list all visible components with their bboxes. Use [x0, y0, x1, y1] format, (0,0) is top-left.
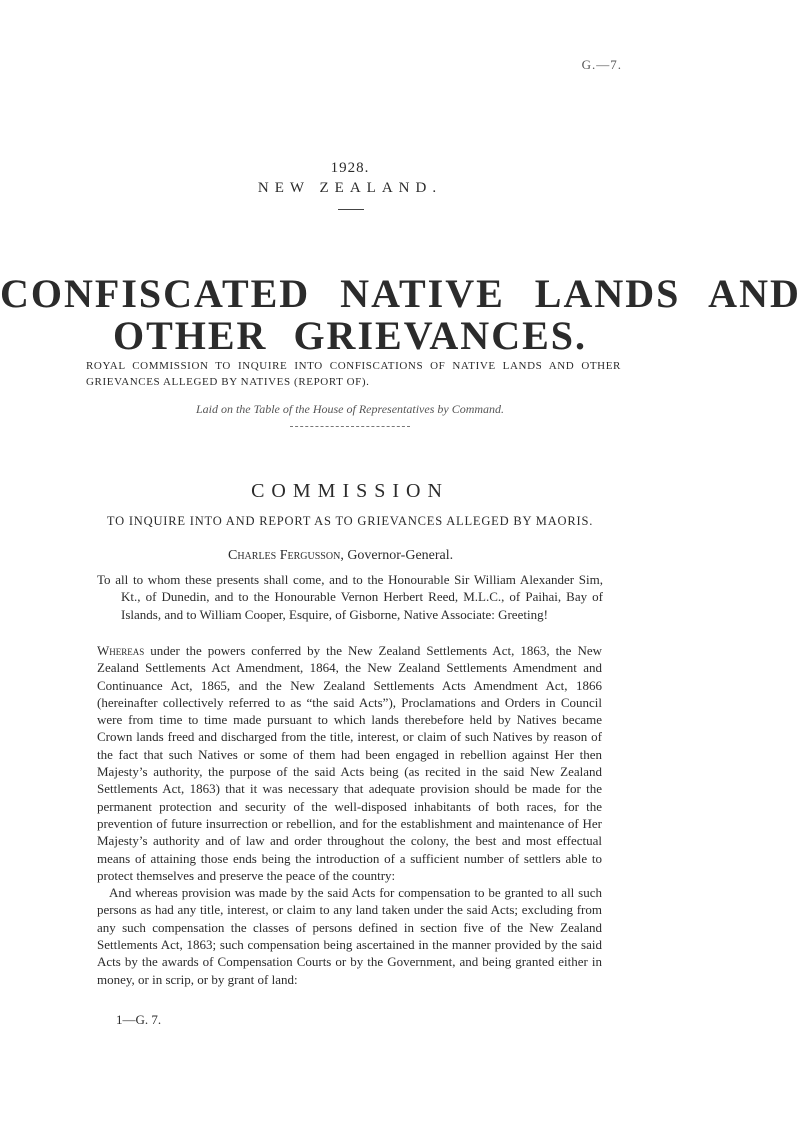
address-text: To all to whom these presents shall come, and to the Honourable Sir William Alexander Sim, Kt., of Dunedin, and to the Honourable Vernon Herbert Reed, M.L.C., of Paihai, Bay of Islands, and to William Cooper, Esquire, of Gisborne, Native Associate: Greeting!: [97, 572, 603, 622]
commission-subheading: TO INQUIRE INTO AND REPORT AS TO GRIEVANCES ALLEGED BY MAORIS.: [106, 514, 594, 528]
main-title-line-2: OTHER GRIEVANCES.: [112, 313, 588, 358]
page-footer: 1—G. 7.: [116, 1012, 162, 1027]
document-year: 1928.: [330, 160, 370, 176]
address-paragraph: [97, 571, 603, 623]
page-reference: G.—7.: [581, 57, 622, 72]
divider-dashed: [290, 426, 410, 428]
commission-heading: COMMISSION: [251, 480, 449, 502]
governor-line: [228, 548, 453, 564]
whereas-paragraph: [97, 642, 602, 884]
divider-short: [338, 209, 364, 210]
and-whereas-paragraph: And whereas provision was made by the said Acts for compensation to be granted to all such persons as had any title, interest, or claim to any land taken under the said Acts; excluding from any such compensation the classes of persons defined in section five of the New Zealand Settlements Act, 1863; such compensation being ascertained in the manner provided by the said Acts by the awards of Compensation Courts or by the Government, and being granted either in money, or in scrip, or by grant of land:: [97, 885, 602, 987]
country-heading: NEW ZEALAND.: [257, 180, 443, 196]
report-subtitle: ROYAL COMMISSION TO INQUIRE INTO CONFISCATIONS OF NATIVE LANDS AND OTHER GRIEVANCES ALLEGED BY NATIVES (REPORT OF).: [86, 360, 621, 388]
whereas-lead: Whereas: [97, 643, 145, 658]
main-title-line-1: CONFISCATED NATIVE LANDS AND: [0, 271, 801, 316]
governor-name: Charles Fergusson: [228, 548, 341, 563]
whereas-text: under the powers conferred by the New Zealand Settlements Act, 1863, the New Zealand Settlements Act Amendment, 1864, the New Zealand Settlements Amendment and Continuance Act, 1865, and the New Zealand Settlements Acts Amendment Act, 1866 (hereinafter collectively referred to as “the said Acts”), Proclamations and Orders in Council were from time to time made pursuant to which lands therebefore held by Natives became Crown lands freed and discharged from the title, interest, or claim of such Natives by reason of the fact that such Natives or some of them had been engaged in rebellion against Her then Majesty’s authority, the purpose of the said Acts being (as recited in the said New Zealand Settlements Act, 1863) that it was necessary that adequate provision should be made for the permanent protection and security of the well-disposed inhabitants of both races, for the prevention of future insurrection or rebellion, and for the establishment and maintenance of Her Majesty’s authority and of law and order throughout the colony, the best and most effectual means of attaining those ends being the introduction of a sufficient number of settlers able to protect themselves and preserve the peace of the country:: [97, 643, 602, 883]
commission-body: [97, 642, 602, 988]
laid-on-table-note: Laid on the Table of the House of Representatives by Command.: [195, 402, 505, 416]
governor-title: , Governor-General.: [340, 548, 454, 563]
